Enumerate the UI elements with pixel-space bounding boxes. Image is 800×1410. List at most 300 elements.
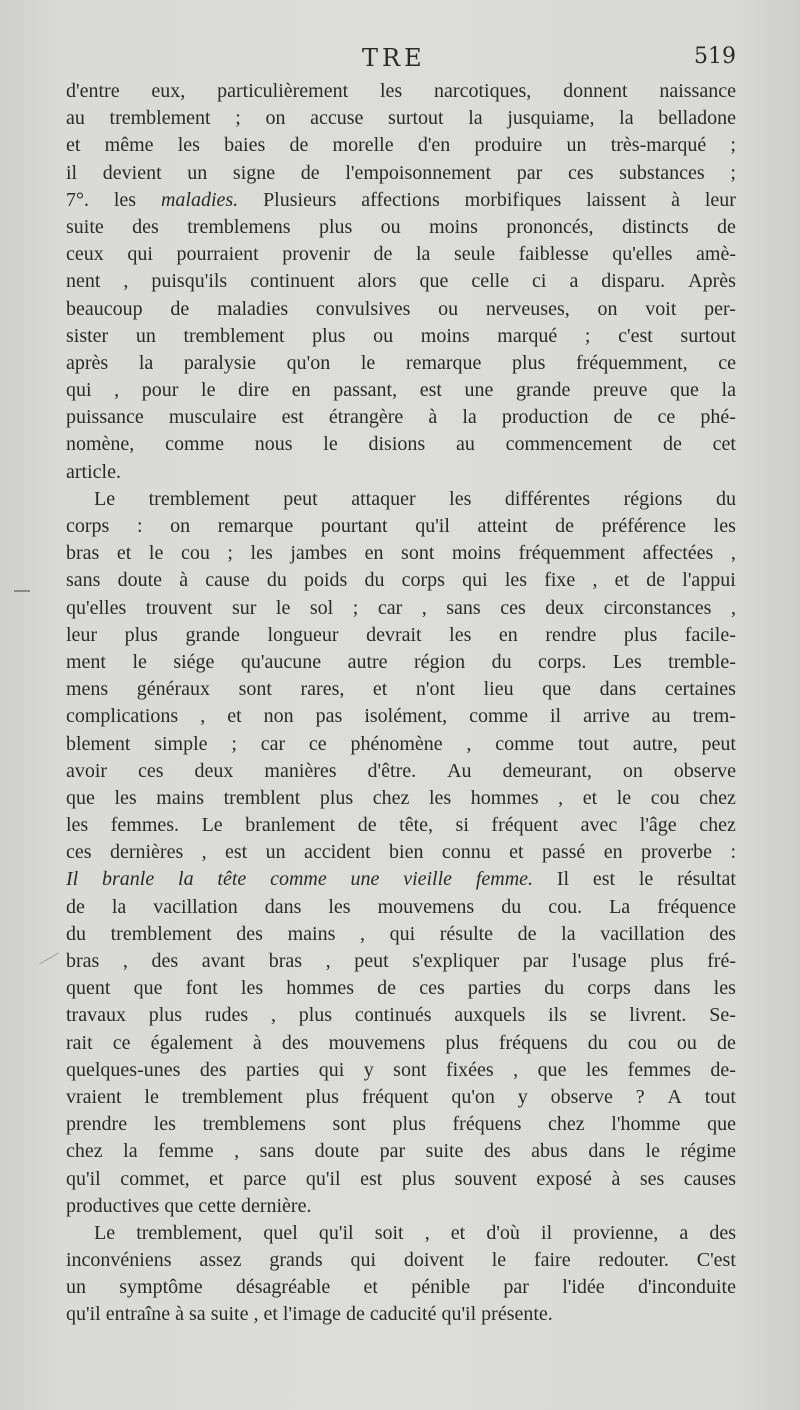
word: C'est — [696, 1249, 736, 1272]
word: , — [114, 379, 120, 402]
word: qu'il — [415, 515, 450, 537]
word: donnent — [563, 80, 628, 102]
word: pour — [141, 379, 179, 402]
word: quel — [263, 1221, 298, 1244]
word: très-marqué — [610, 134, 707, 157]
word: sol — [309, 596, 334, 619]
word: désagréable — [235, 1276, 331, 1299]
word: par — [503, 1276, 529, 1299]
word: avant — [201, 950, 246, 972]
word: parce — [243, 1167, 287, 1190]
text-line — [66, 350, 736, 377]
word: y — [517, 1085, 528, 1108]
word: il — [549, 705, 562, 728]
word: doute — [117, 569, 163, 592]
word: affections — [361, 188, 440, 211]
word: de- — [710, 1058, 736, 1081]
text-line — [66, 1002, 736, 1029]
word: il — [66, 161, 78, 184]
word: fréquence — [657, 895, 736, 918]
word: différentes — [504, 487, 591, 510]
word: tremblement — [109, 107, 211, 130]
word: phé- — [700, 406, 736, 429]
word: travaux — [66, 1004, 126, 1027]
word: branlement — [245, 814, 336, 837]
word: résulte — [439, 922, 494, 945]
text-line — [66, 975, 736, 1002]
word: du — [66, 922, 86, 945]
word: s'expliquer — [412, 950, 500, 972]
word: sans — [66, 569, 101, 592]
word: à — [179, 569, 189, 592]
text-line — [66, 649, 736, 676]
word: rares, — [300, 678, 345, 701]
word: à — [611, 1167, 621, 1190]
word: vraient — [66, 1085, 122, 1108]
word: qu'il — [318, 1221, 354, 1244]
word: et — [116, 542, 132, 565]
word: sur — [231, 596, 257, 619]
word: observe — [673, 759, 736, 782]
text-line — [66, 866, 736, 893]
word: , — [201, 841, 207, 864]
text-line — [66, 1138, 736, 1165]
word: baies — [224, 134, 266, 157]
word: sa — [189, 1303, 206, 1326]
word: causes — [683, 1167, 736, 1190]
word: surtout — [680, 324, 736, 347]
word: distincts — [621, 215, 689, 238]
word: complications — [66, 705, 179, 728]
word: ils — [548, 1004, 568, 1027]
word: région — [414, 650, 466, 673]
word: femmes — [627, 1058, 691, 1081]
word: ces — [419, 977, 445, 1000]
text-line — [66, 921, 736, 948]
word: le — [132, 650, 147, 673]
word: que — [542, 678, 572, 701]
word: qui — [66, 379, 92, 402]
word: , — [270, 1004, 276, 1027]
word: ou — [373, 324, 394, 347]
word: provienne, — [573, 1221, 659, 1244]
word: accident — [304, 841, 371, 864]
word: après — [66, 351, 109, 374]
word: et — [450, 1221, 466, 1244]
word: autre, — [632, 732, 678, 755]
word: peut — [354, 950, 389, 972]
text-line — [66, 1084, 736, 1111]
word: qui — [462, 569, 488, 592]
word: laissent — [586, 188, 647, 211]
word: étrangère — [328, 406, 404, 429]
word: ci — [532, 270, 547, 293]
word: puissance — [66, 406, 144, 429]
word: des — [709, 1221, 736, 1244]
word: généraux — [136, 678, 211, 701]
word: corps — [401, 569, 445, 592]
word: dire — [238, 379, 270, 402]
word: qui — [318, 1058, 345, 1081]
word: chez — [372, 786, 410, 809]
word: hommes — [470, 786, 539, 809]
word: on — [170, 515, 191, 537]
word: preuve — [593, 379, 648, 402]
word: de — [716, 1031, 736, 1054]
word: sont — [393, 1058, 427, 1081]
text-line — [66, 540, 736, 567]
word: sont — [401, 542, 435, 565]
word: des — [236, 922, 263, 945]
word: on — [265, 107, 286, 130]
word: disparu. — [601, 270, 666, 293]
word: dans — [599, 678, 637, 701]
word: Au — [447, 759, 472, 782]
word: plus — [623, 623, 658, 646]
word: nent — [66, 270, 101, 293]
word: facile- — [684, 623, 736, 646]
word: présente. — [481, 1303, 553, 1326]
word: , — [513, 1058, 519, 1081]
word: plus — [319, 786, 354, 809]
word: que — [670, 379, 699, 402]
word: ? — [635, 1085, 645, 1108]
word: sans — [446, 596, 481, 619]
word: de — [555, 515, 575, 537]
word: tout — [704, 1085, 736, 1108]
word: bras — [268, 950, 303, 972]
word: une — [464, 379, 494, 402]
word: la — [468, 107, 483, 130]
word: Le — [94, 487, 116, 510]
word: prononcés, — [506, 215, 594, 238]
word: qu'il — [66, 1303, 101, 1326]
word: l'homme — [611, 1113, 681, 1136]
text-line — [66, 1193, 736, 1220]
word: que — [707, 1113, 736, 1136]
word: fixe — [544, 569, 576, 592]
word: ce — [657, 406, 676, 429]
word: fréquemment, — [576, 351, 688, 374]
word: qui — [127, 243, 153, 266]
word: c'est — [618, 324, 653, 347]
word: isolément, — [364, 705, 448, 728]
word: les — [713, 977, 736, 1000]
text-line — [66, 160, 736, 187]
word: par — [522, 950, 549, 972]
word: disions — [368, 433, 426, 456]
word: tremblemens — [187, 215, 291, 238]
word: jusquiame, — [507, 107, 595, 130]
word: tremblement, — [136, 1221, 243, 1244]
word: du — [266, 569, 287, 592]
word: maladies — [217, 297, 289, 320]
word: Plusieurs — [263, 188, 337, 211]
word: chez — [548, 1113, 585, 1136]
word: à — [671, 188, 680, 211]
word: font — [185, 977, 218, 1000]
word: fréquent — [491, 814, 559, 837]
word: naissance — [659, 80, 736, 102]
word: , — [424, 1221, 430, 1244]
word: per- — [704, 297, 736, 320]
page-header — [0, 44, 800, 80]
word: exposé — [536, 1167, 592, 1190]
word: l'empoisonnement — [345, 161, 492, 184]
word: abus — [531, 1140, 568, 1163]
text-line — [66, 1166, 736, 1193]
word: de — [289, 134, 309, 157]
word: cou. — [548, 895, 583, 918]
word: la — [415, 243, 431, 266]
word: la — [619, 107, 634, 130]
word: pourtant — [320, 515, 388, 537]
word: d'où — [486, 1221, 520, 1244]
word: faiblesse — [518, 243, 589, 266]
word: le — [638, 868, 654, 891]
word: alors — [357, 270, 397, 293]
word: à — [252, 1031, 262, 1054]
word: attaquer — [351, 487, 416, 510]
word: des — [132, 215, 159, 238]
word: dans — [653, 977, 691, 1000]
word: corps. — [538, 650, 587, 673]
word: est — [225, 841, 248, 864]
word: pénible — [411, 1276, 471, 1299]
word: mouvemens — [328, 1031, 426, 1054]
word: dans — [264, 895, 302, 918]
word: Le — [201, 814, 223, 837]
word: entraîne — [105, 1303, 171, 1326]
word: plus — [148, 1004, 183, 1027]
margin-mark — [14, 590, 30, 592]
word: de — [373, 243, 393, 266]
word: résultat — [677, 868, 736, 891]
word: des — [151, 950, 179, 972]
word: , — [253, 1303, 259, 1326]
word: cou — [627, 1031, 657, 1054]
word: narcotiques, — [434, 80, 532, 102]
word: , — [359, 922, 365, 945]
text-line — [66, 187, 736, 214]
text-line — [66, 676, 736, 703]
word: est — [419, 379, 442, 402]
word: faire — [533, 1249, 571, 1272]
word: des — [709, 922, 736, 945]
word: tremblement — [110, 922, 212, 945]
word: la — [462, 406, 477, 429]
word: vacillation — [153, 895, 238, 918]
word: continués — [354, 1004, 432, 1027]
word: convulsives — [315, 297, 411, 320]
word: moins — [451, 542, 501, 565]
word: particulièrement — [217, 80, 349, 102]
word: il — [541, 1221, 553, 1244]
word: grande — [516, 379, 571, 402]
word: lieu — [483, 678, 514, 701]
word: : — [730, 841, 736, 864]
word: hommes — [286, 977, 355, 1000]
word: ces — [567, 161, 594, 184]
text-line — [66, 241, 736, 268]
word: dernière. — [240, 1194, 312, 1217]
text-line — [66, 894, 736, 921]
word: amè- — [696, 243, 736, 266]
word: ; — [227, 542, 233, 565]
word: corps — [587, 977, 631, 1000]
word: ce — [308, 732, 327, 755]
word: l'idée — [562, 1276, 605, 1299]
text-line — [66, 839, 736, 866]
word: moins — [429, 215, 478, 238]
word: deux — [194, 759, 234, 782]
word: un — [265, 841, 286, 864]
word: ses — [639, 1167, 665, 1190]
word: la — [178, 868, 194, 891]
word: de — [66, 895, 85, 918]
text-line — [66, 1220, 736, 1247]
word: suite — [66, 215, 104, 238]
word: cou — [180, 542, 210, 565]
word: et — [66, 134, 81, 157]
word: maladies. — [160, 188, 239, 211]
word: soit — [374, 1221, 404, 1244]
word: préférence — [601, 515, 687, 537]
word: , — [558, 786, 564, 809]
text-line — [66, 785, 736, 812]
word: corps — [66, 515, 110, 537]
word: tremblent — [223, 786, 301, 809]
word: , — [730, 542, 736, 565]
word: rait — [66, 1031, 93, 1054]
word: ce — [112, 1031, 131, 1054]
word: Les — [612, 650, 642, 673]
text-line — [66, 1247, 736, 1274]
word: article. — [66, 460, 121, 483]
word: à — [175, 1303, 185, 1326]
word: substances — [619, 161, 705, 184]
word: qu'on — [286, 351, 331, 374]
text-line — [66, 513, 736, 540]
word: en — [498, 623, 518, 646]
word: , — [200, 705, 206, 728]
word: livrent. — [629, 1004, 687, 1027]
word: comme — [270, 868, 327, 891]
word: plus — [312, 324, 346, 347]
word: l'appui — [682, 569, 736, 592]
word: en — [291, 379, 311, 402]
word: remarque — [405, 351, 482, 374]
word: les — [380, 80, 403, 102]
word: qui — [389, 922, 416, 945]
text-line — [66, 703, 736, 730]
word: caducité — [369, 1303, 437, 1326]
word: une — [350, 868, 380, 891]
word: même — [104, 134, 154, 157]
word: qu'il — [441, 1303, 477, 1326]
word: qu'elles — [66, 596, 127, 619]
word: 7°. — [66, 188, 89, 211]
word: passant, — [333, 379, 398, 402]
text-line — [66, 758, 736, 785]
word: simple — [154, 732, 208, 755]
word: le — [275, 596, 291, 619]
word: jambes — [290, 542, 347, 565]
word: Après — [688, 270, 736, 293]
word: on — [622, 759, 643, 782]
word: chez — [66, 1140, 103, 1163]
word: trouvent — [145, 596, 213, 619]
word: d'inconduite — [637, 1276, 736, 1299]
word: proverbe — [640, 841, 713, 864]
word: sont — [238, 678, 272, 701]
word: les — [585, 1058, 609, 1081]
word: qu'il — [66, 1167, 101, 1190]
word: moins — [420, 324, 470, 347]
word: du — [587, 1031, 608, 1054]
word: ; — [352, 596, 359, 619]
word: de — [646, 569, 666, 592]
word: , — [730, 596, 736, 619]
word: grands — [269, 1249, 323, 1272]
text-line — [66, 459, 736, 486]
word: rendre — [545, 623, 597, 646]
word: accuse — [310, 107, 364, 130]
word: leur — [704, 188, 736, 211]
word: Le — [94, 1221, 116, 1244]
word: les — [449, 487, 472, 510]
word: eux, — [151, 80, 186, 102]
word: suite — [425, 1140, 464, 1163]
word: régime — [680, 1140, 736, 1163]
word: pas — [315, 705, 343, 728]
word: commencement — [505, 433, 633, 456]
word: et — [582, 786, 598, 809]
word: assez — [199, 1249, 242, 1272]
word: plus — [298, 1004, 333, 1027]
word: la — [561, 922, 576, 945]
word: du — [544, 977, 565, 1000]
text-line — [66, 214, 736, 241]
word: provenir — [282, 243, 350, 266]
word: le — [616, 786, 632, 809]
word: des — [199, 1058, 227, 1081]
word: des — [281, 1031, 309, 1054]
text-line — [66, 595, 736, 622]
word: au — [651, 705, 671, 728]
word: souvent — [454, 1167, 517, 1190]
word: leur — [66, 623, 98, 646]
word: ces — [66, 841, 92, 864]
word: plus — [124, 623, 158, 646]
word: ment — [66, 650, 106, 673]
word: beaucoup — [66, 297, 143, 320]
word: tête, — [399, 814, 434, 837]
word: par — [516, 161, 543, 184]
word: et — [227, 705, 242, 728]
word: bras — [66, 542, 100, 565]
word: arrive — [583, 705, 630, 728]
text-line — [66, 296, 736, 323]
word: auxquels — [454, 1004, 526, 1027]
word: symptôme — [119, 1276, 203, 1299]
word: que — [164, 1194, 194, 1217]
text-line — [66, 1057, 736, 1084]
paragraph — [66, 486, 736, 1220]
word: , — [122, 950, 128, 972]
word: : — [136, 515, 143, 537]
word: poids — [303, 569, 348, 592]
